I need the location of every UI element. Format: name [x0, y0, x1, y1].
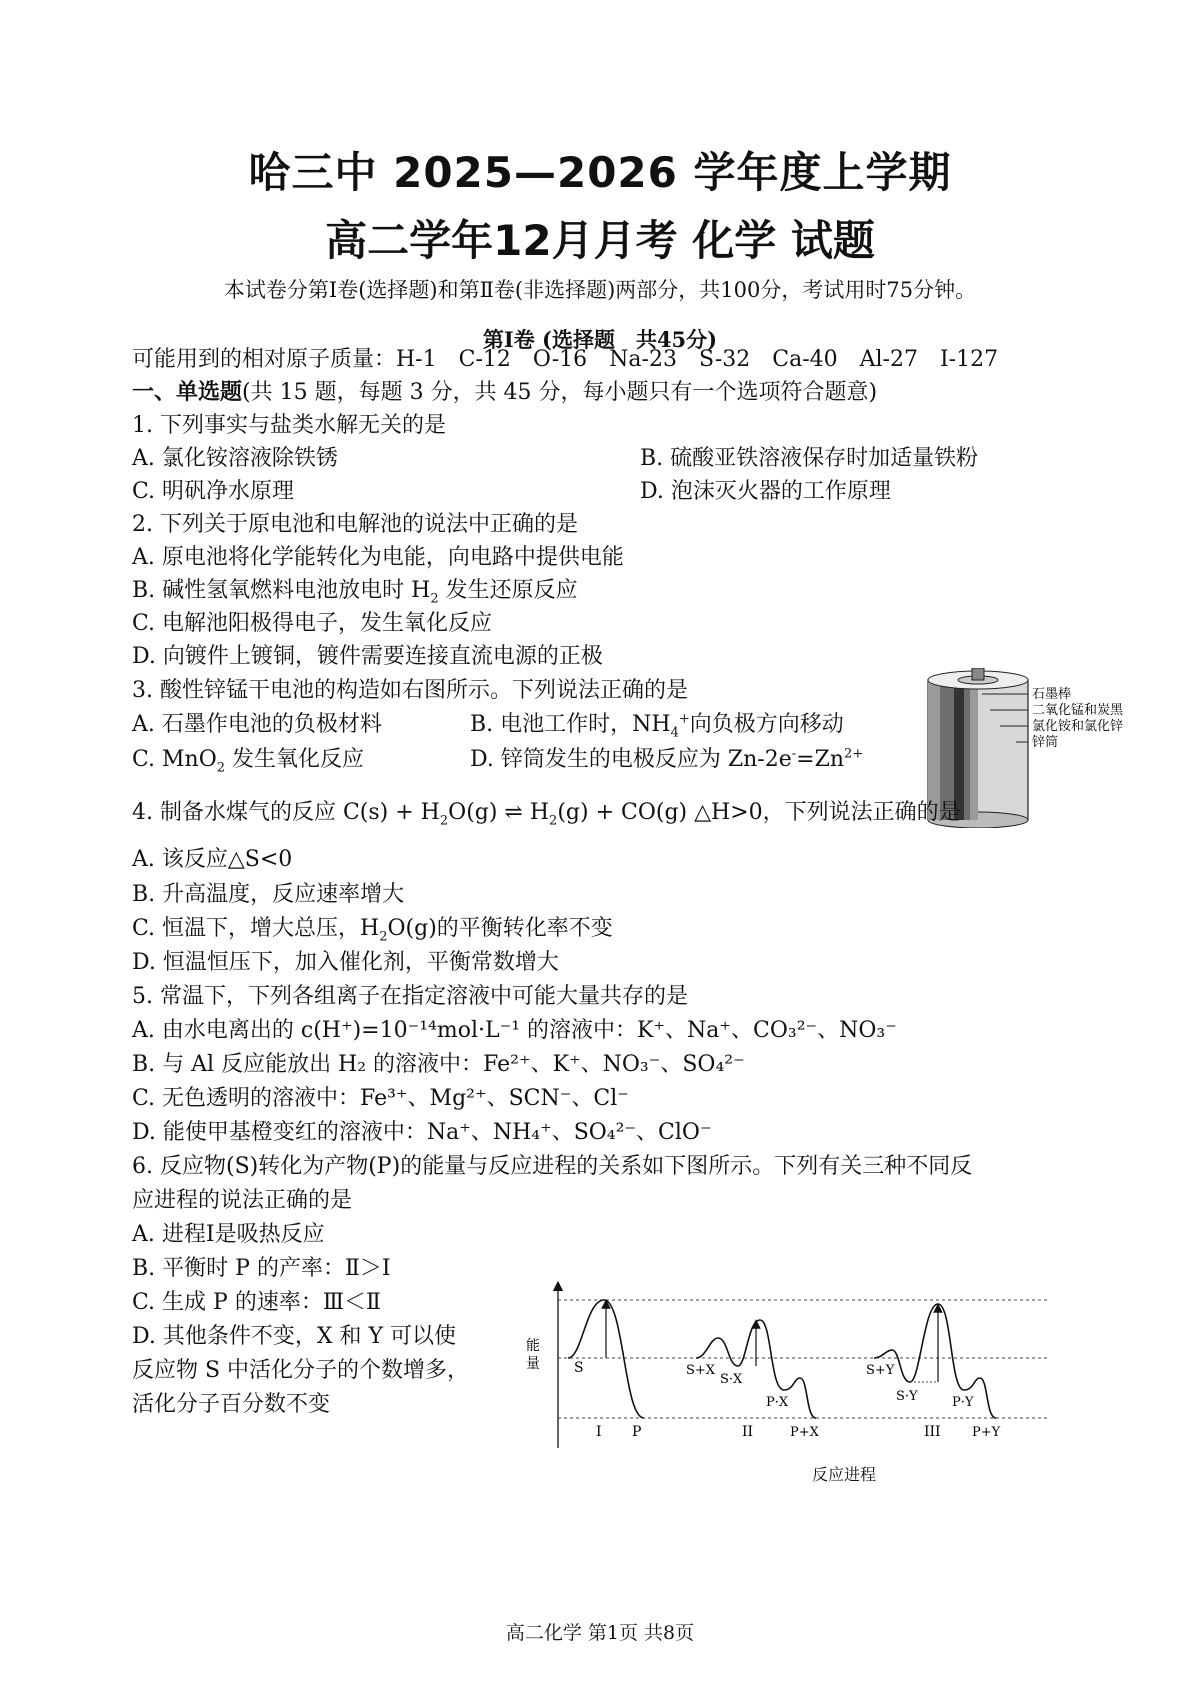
q2-option-c: C. 电解池阳极得电子，发生氧化反应	[132, 611, 493, 636]
label-P-dot-Y: P·Y	[952, 1395, 974, 1410]
q3-option-b: B. 电池工作时，$NH_4^+$向负极方向移动	[470, 711, 844, 741]
q2-stem: 2. 下列关于原电池和电解池的说法中正确的是	[132, 512, 578, 537]
battery-label-mno2: 二氧化锰和炭黑	[1032, 703, 1124, 718]
q6-stem-line1: 6. 反应物(S)转化为产物(P)的能量与反应进程的关系如下图所示。下列有关三种不同反	[132, 1154, 973, 1179]
label-P: P	[632, 1424, 642, 1440]
q5-option-c: C. 无色透明的溶液中：Fe³⁺、Mg²⁺、SCN⁻、Cl⁻	[132, 1086, 629, 1111]
label-S-plus-X: S+X	[686, 1363, 716, 1378]
label-I: I	[596, 1424, 602, 1440]
q6-option-d-line2: 反应物 S 中活化分子的个数增多，	[132, 1358, 470, 1383]
q1-option-b: B. 硫酸亚铁溶液保存时加适量铁粉	[640, 446, 979, 471]
q4-option-d: D. 恒温恒压下，加入催化剂，平衡常数增大	[132, 950, 559, 975]
label-P-plus-Y: P+Y	[972, 1425, 1001, 1440]
q5-option-a: A. 由水电离出的 c(H⁺)=10⁻¹⁴mol·L⁻¹ 的溶液中：K⁺、Na⁺、CO₃²⁻、NO₃⁻	[132, 1018, 897, 1043]
q5-option-d: D. 能使甲基橙变红的溶液中：Na⁺、NH₄⁺、SO₄²⁻、ClO⁻	[132, 1120, 712, 1145]
q5-option-b: B. 与 Al 反应能放出 H₂ 的溶液中：Fe²⁺、K⁺、NO₃⁻、SO₄²⁻	[132, 1052, 745, 1077]
q3-stem: 3. 酸性锌锰干电池的构造如右图所示。下列说法正确的是	[132, 678, 688, 703]
q4-option-c: C. 恒温下，增大总压，$H_2O(g)$的平衡转化率不变	[132, 916, 613, 945]
q6-option-d-line3: 活化分子百分数不变	[132, 1392, 331, 1417]
label-S: S	[574, 1360, 584, 1376]
q4-option-b: B. 升高温度，反应速率增大	[132, 882, 405, 907]
curve-process-III	[874, 1304, 996, 1418]
atomic-masses: 可能用到的相对原子质量：H-1 C-12 O-16 Na-23 S-32 Ca-40 Al-27 I-127	[132, 347, 999, 372]
exam-intro: 本试卷分第Ⅰ卷(选择题)和第Ⅱ卷(非选择题)两部分，共100分，考试用时75分钟。	[223, 278, 977, 302]
q1-option-d: D. 泡沫灭火器的工作原理	[640, 479, 891, 504]
label-S-dot-X: S·X	[720, 1372, 743, 1387]
q3-option-c: C. MnO$_2$ 发生氧化反应	[132, 747, 365, 776]
q3-option-d: D. 锌筒发生的电极反应为 $Zn-2e^-=Zn^{2+}$	[470, 746, 864, 772]
q6-option-d-line1: D. 其他条件不变，X 和 Y 可以使	[132, 1324, 457, 1349]
label-II: II	[742, 1424, 754, 1440]
q1-option-c: C. 明矾净水原理	[132, 479, 295, 504]
battery-label-zinc: 锌筒	[1032, 735, 1059, 750]
q3-option-a: A. 石墨作电池的负极材料	[132, 712, 382, 737]
label-P-dot-X: P·X	[766, 1395, 789, 1410]
q1-option-a: A. 氯化铵溶液除铁锈	[132, 446, 338, 471]
battery-label-nh4cl: 氯化铵和氯化锌	[1032, 719, 1124, 734]
exam-subtitle: 高二学年12月月考 化学 试题	[325, 216, 875, 265]
q6-stem-line2: 应进程的说法正确的是	[132, 1188, 353, 1213]
section-title: 第Ⅰ卷 (选择题 共45分)	[482, 327, 718, 352]
label-S-plus-Y: S+Y	[866, 1363, 895, 1378]
q2-option-d: D. 向镀件上镀铜，镀件需要连接直流电源的正极	[132, 644, 603, 669]
q6-option-a: A. 进程Ⅰ是吸热反应	[132, 1222, 325, 1247]
label-III: III	[924, 1424, 941, 1440]
q2-option-a: A. 原电池将化学能转化为电能，向电路中提供电能	[132, 545, 624, 570]
part-heading	[132, 377, 877, 408]
battery-label-graphite: 石墨棒	[1032, 687, 1072, 702]
q1-stem: 1. 下列事实与盐类水解无关的是	[132, 413, 446, 438]
energy-ylabel-2: 量	[526, 1356, 540, 1372]
q4-stem: 4. 制备水煤气的反应 $C(s) + H_2O(g)$ ⇌ $H_2(g) + CO(g)$ △H>0，下列说法正确的是	[132, 800, 961, 829]
q5-stem: 5. 常温下，下列各组离子在指定溶液中可能大量共存的是	[132, 984, 688, 1009]
page-footer: 高二化学 第1页 共8页	[505, 1622, 695, 1644]
q2-option-b: B. 碱性氢氧燃料电池放电时 $H_2$ 发生还原反应	[132, 578, 578, 607]
part-note: (共 15 题，每题 3 分，共 45 分，每小题只有一个选项符合题意)	[242, 380, 878, 405]
label-P-plus-X: P+X	[790, 1425, 819, 1440]
exam-title: 哈三中 2025—2026 学年度上学期	[248, 148, 952, 197]
energy-diagram	[520, 1280, 1080, 1455]
energy-ylabel-1: 能	[526, 1338, 540, 1354]
label-S-dot-Y: S·Y	[896, 1389, 918, 1404]
part-heading-label: 一、单选题	[132, 379, 243, 405]
q6-option-c: C. 生成 P 的速率：Ⅲ＜Ⅱ	[132, 1290, 381, 1315]
q4-option-a: A. 该反应△S<0	[132, 847, 293, 872]
q6-option-b: B. 平衡时 P 的产率：Ⅱ＞Ⅰ	[132, 1256, 391, 1281]
energy-xlabel: 反应进程	[812, 1465, 877, 1484]
